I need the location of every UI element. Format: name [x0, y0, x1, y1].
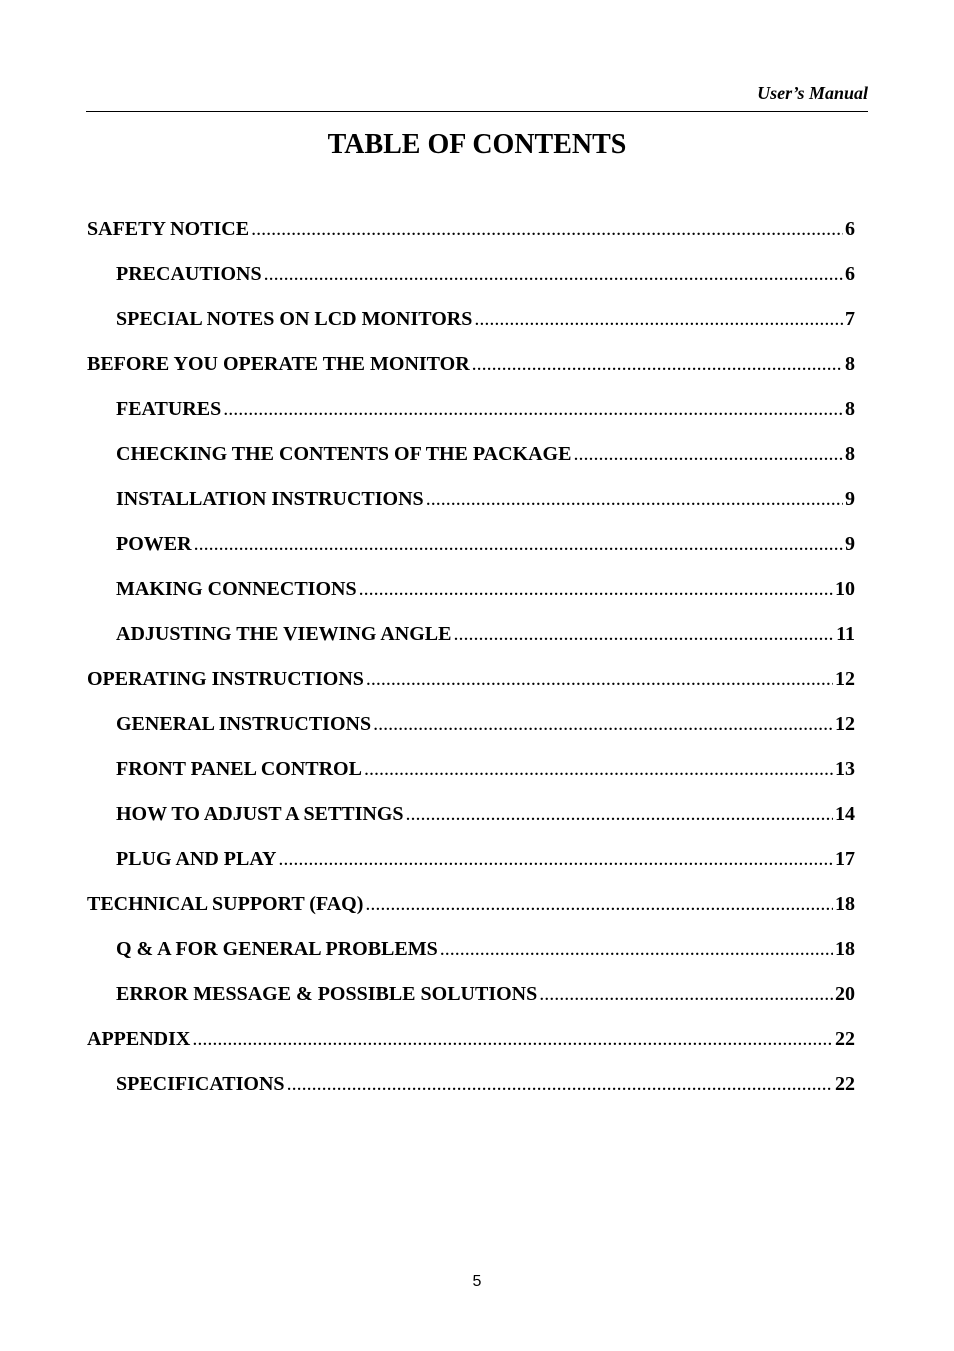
- toc-entry-page: 18: [835, 938, 855, 960]
- toc-entry-label: POWER: [116, 533, 192, 555]
- toc-entry-page: 10: [835, 578, 855, 600]
- toc-entry-page: 8: [845, 398, 855, 420]
- toc-entry[interactable]: [87, 302, 855, 347]
- toc-dot-leader: [364, 752, 833, 786]
- toc-entry[interactable]: [87, 212, 855, 257]
- toc-dot-leader: [426, 482, 843, 516]
- toc-entry-label: INSTALLATION INSTRUCTIONS: [116, 488, 424, 510]
- toc-entry-label: FRONT PANEL CONTROL: [116, 758, 362, 780]
- toc-dot-leader: [287, 1067, 833, 1101]
- toc-entry[interactable]: [87, 482, 855, 527]
- toc-entry[interactable]: [87, 842, 855, 887]
- toc-entry-label: Q & A FOR GENERAL PROBLEMS: [116, 938, 438, 960]
- toc-entry-label: SPECIFICATIONS: [116, 1073, 285, 1095]
- toc-entry-page: 12: [835, 668, 855, 690]
- toc-entry-page: 9: [845, 533, 855, 555]
- toc-dot-leader: [365, 887, 833, 921]
- page-title: TABLE OF CONTENTS: [327, 129, 627, 160]
- toc-entry-page: 20: [835, 983, 855, 1005]
- toc-entry-label: ERROR MESSAGE & POSSIBLE SOLUTIONS: [116, 983, 538, 1005]
- toc-dot-leader: [366, 662, 833, 696]
- toc-entry[interactable]: [87, 932, 855, 977]
- toc-entry-page: 22: [835, 1028, 855, 1050]
- toc-dot-leader: [278, 842, 833, 876]
- toc-entry-label: ADJUSTING THE VIEWING ANGLE: [116, 623, 452, 645]
- toc-entry[interactable]: [87, 797, 855, 842]
- toc-entry-label: SPECIAL NOTES ON LCD MONITORS: [116, 308, 473, 330]
- toc-entry-label: SAFETY NOTICE: [87, 218, 250, 240]
- toc-entry[interactable]: [87, 572, 855, 617]
- toc-entry-label: BEFORE YOU OPERATE THE MONITOR: [87, 353, 470, 375]
- running-header: User’s Manual: [757, 83, 868, 103]
- toc-entry-page: 13: [835, 758, 855, 780]
- toc-entry-page: 8: [845, 353, 855, 375]
- toc-dot-leader: [251, 212, 843, 246]
- toc-dot-leader: [474, 302, 843, 336]
- toc-entry[interactable]: [87, 347, 855, 392]
- toc-entry-label: PRECAUTIONS: [116, 263, 262, 285]
- toc-dot-leader: [192, 1022, 833, 1056]
- toc-dot-leader: [472, 347, 843, 381]
- toc-entry[interactable]: [87, 392, 855, 437]
- toc-dot-leader: [573, 437, 843, 471]
- toc-entry-page: 9: [845, 488, 855, 510]
- toc-entry-label: GENERAL INSTRUCTIONS: [116, 713, 372, 735]
- toc-entry[interactable]: [87, 977, 855, 1022]
- toc-dot-leader: [539, 977, 833, 1011]
- toc-dot-leader: [194, 527, 843, 561]
- toc-dot-leader: [406, 797, 833, 831]
- page-number: 5: [472, 1273, 482, 1290]
- toc-entry-page: 7: [845, 308, 855, 330]
- toc-dot-leader: [440, 932, 833, 966]
- toc-entry-label: HOW TO ADJUST A SETTINGS: [116, 803, 404, 825]
- toc-entry[interactable]: [87, 887, 855, 932]
- toc-entry-page: 12: [835, 713, 855, 735]
- toc-entry-page: 11: [836, 623, 855, 645]
- toc-entry[interactable]: [87, 527, 855, 572]
- toc-entry-label: OPERATING INSTRUCTIONS: [87, 668, 364, 690]
- toc-entry[interactable]: [87, 1022, 855, 1067]
- toc-entry[interactable]: [87, 662, 855, 707]
- toc-entry[interactable]: [87, 617, 855, 662]
- toc-entry-label: PLUG AND PLAY: [116, 848, 277, 870]
- toc-entry[interactable]: [87, 257, 855, 302]
- toc-entry-label: FEATURES: [116, 398, 222, 420]
- toc-entry-label: MAKING CONNECTIONS: [116, 578, 357, 600]
- toc-entry-label: TECHNICAL SUPPORT (FAQ): [87, 893, 364, 915]
- toc-entry[interactable]: [87, 752, 855, 797]
- toc-dot-leader: [223, 392, 843, 426]
- toc-entry-page: 18: [835, 893, 855, 915]
- toc-entry-label: APPENDIX: [87, 1028, 191, 1050]
- toc-entry-page: 6: [845, 263, 855, 285]
- toc-entry-page: 8: [845, 443, 855, 465]
- toc-dot-leader: [373, 707, 833, 741]
- toc-entry[interactable]: [87, 437, 855, 482]
- toc-dot-leader: [453, 617, 834, 651]
- toc-entry-page: 22: [835, 1073, 855, 1095]
- toc-dot-leader: [359, 572, 833, 606]
- toc-entry-label: CHECKING THE CONTENTS OF THE PACKAGE: [116, 443, 572, 465]
- toc-dot-leader: [264, 257, 843, 291]
- toc-entry-page: 17: [835, 848, 855, 870]
- toc-entry[interactable]: [87, 707, 855, 752]
- toc-entry[interactable]: [87, 1067, 855, 1112]
- header-divider: [86, 111, 868, 112]
- table-of-contents: [87, 212, 855, 1112]
- toc-entry-page: 14: [835, 803, 855, 825]
- toc-entry-page: 6: [845, 218, 855, 240]
